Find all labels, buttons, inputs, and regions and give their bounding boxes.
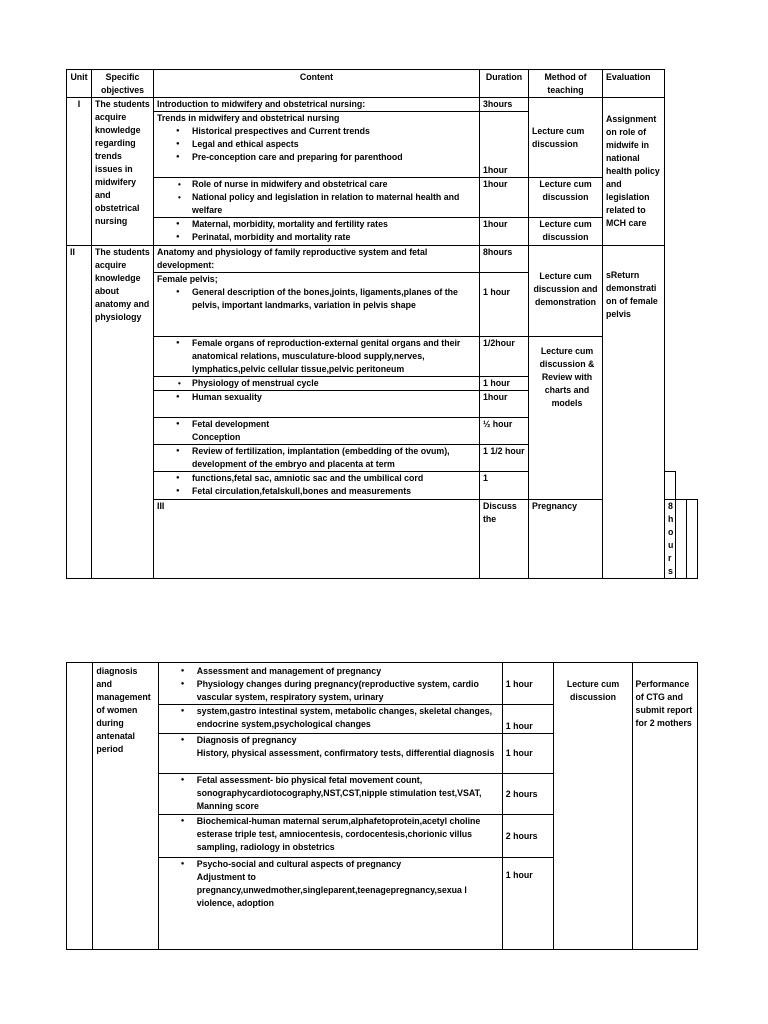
method-text: Lecture cum discussion & Review with charts and models bbox=[539, 346, 595, 408]
unit-objective: diagnosis and management of women during antenatal period bbox=[93, 663, 158, 950]
content-subline: Adjustment to pregnancy,unwedmother,singleparent,teenagepregnancy,sexua l violence, adoption bbox=[196, 872, 467, 908]
list-item: ● Biochemical-human maternal serum,alphafetoprotein,acetyl choline esterase triple test, amniocentesis, cordocentesis,chorionic villus sampling, radiology in obstetrics bbox=[162, 815, 499, 854]
content-cell bbox=[158, 705, 502, 734]
duration-cell: 1hour bbox=[480, 112, 529, 178]
method-cell: Lecture cum discussion bbox=[529, 98, 603, 178]
content-list bbox=[157, 337, 476, 376]
content-list bbox=[162, 815, 499, 854]
header-unit: Unit bbox=[67, 70, 92, 98]
list-item: ● Historical prespectives and Current trends bbox=[157, 125, 476, 138]
list-item: ● Psycho-social and cultural aspects of pregnancy bbox=[162, 858, 499, 871]
duration-cell bbox=[502, 858, 554, 950]
content-list bbox=[162, 858, 499, 871]
method-cell: Lecture cum discussion bbox=[529, 178, 603, 218]
duration-cell: 1 1/2 hour bbox=[480, 445, 529, 472]
list-item: • Physiology of menstrual cycle bbox=[157, 377, 476, 390]
method-cell-empty bbox=[676, 500, 687, 579]
list-item: ● Human sexuality bbox=[157, 391, 476, 404]
list-item: ● Female organs of reproduction-external genital organs and their anatomical relations, musculature-blood supply,nerves, lymphatics,pelvic cellular tissue,pelvic peritoneum bbox=[157, 337, 476, 376]
content-list bbox=[157, 125, 476, 164]
content-cell bbox=[158, 815, 502, 858]
unit-number: I bbox=[67, 98, 92, 246]
list-item: • National policy and legislation in relation to maternal health and welfare bbox=[157, 191, 476, 217]
content-cell: Introduction to midwifery and obstetrical nursing: bbox=[154, 98, 480, 112]
content-heading: Female pelvis; bbox=[157, 274, 218, 284]
header-method: Method of teaching bbox=[529, 70, 603, 98]
header-objectives: Specific objectives bbox=[92, 70, 154, 98]
duration-cell: 2 hours bbox=[502, 815, 554, 858]
duration-text: 1 hour bbox=[483, 287, 510, 297]
table-row bbox=[67, 663, 698, 705]
unit-number-empty bbox=[67, 663, 93, 950]
list-item: ● Fetal development bbox=[157, 418, 476, 431]
method-cell bbox=[554, 663, 632, 950]
method-cell bbox=[529, 337, 603, 500]
method-text: Lecture cum discussion bbox=[566, 679, 620, 702]
content-subline: Conception bbox=[192, 432, 241, 442]
unit-number: III bbox=[154, 500, 480, 579]
unit-objective: Discuss the bbox=[480, 500, 529, 579]
curriculum-table-page-2 bbox=[66, 662, 698, 950]
content-list bbox=[157, 445, 476, 471]
duration-text: 1 hour bbox=[505, 679, 533, 689]
duration-cell: 1 bbox=[480, 472, 529, 500]
duration-cell bbox=[480, 273, 529, 337]
list-item: ● Legal and ethical aspects bbox=[157, 138, 476, 151]
content-list bbox=[162, 705, 499, 731]
content-cell bbox=[154, 273, 480, 337]
content-list bbox=[162, 665, 499, 704]
list-item: ● Maternal, morbidity, mortality and fertility rates bbox=[157, 218, 476, 231]
list-item: ● Physiology changes during pregnancy(reproductive system, cardio vascular system, respiratory system, urinary bbox=[162, 678, 499, 704]
content-cell: Anatomy and physiology of family reproductive system and fetal development: bbox=[154, 246, 480, 273]
duration-cell: ½ hour bbox=[480, 418, 529, 445]
duration-cell: 1/2hour bbox=[480, 337, 529, 377]
evaluation-cell-empty bbox=[687, 500, 698, 579]
content-list bbox=[157, 218, 476, 244]
curriculum-table-page-1 bbox=[66, 69, 698, 579]
list-item: ● Fetal circulation,fetalskull,bones and measurements bbox=[157, 485, 476, 498]
content-subline: History, physical assessment, confirmatory tests, differential diagnosis bbox=[196, 748, 495, 758]
evaluation-cell bbox=[632, 663, 697, 950]
content-cell bbox=[158, 774, 502, 815]
evaluation-text: Performance of CTG and submit report for 2 mothers bbox=[635, 679, 693, 728]
content-cell bbox=[158, 734, 502, 774]
content-cell bbox=[158, 663, 502, 705]
method-cell-empty bbox=[665, 472, 676, 500]
duration-cell: 1hour bbox=[480, 178, 529, 218]
content-list bbox=[157, 286, 476, 312]
duration-cell: 8 hours bbox=[665, 500, 676, 579]
duration-cell: 1 hour bbox=[480, 377, 529, 391]
list-item: ● Review of fertilization, implantation (embedding of the ovum), development of the embryo and placenta at term bbox=[157, 445, 476, 471]
content-cell bbox=[154, 112, 480, 178]
content-list bbox=[157, 377, 476, 390]
method-text: Lecture cum discussion and demonstration bbox=[533, 271, 598, 307]
content-list bbox=[162, 774, 499, 813]
duration-cell: 1hour bbox=[480, 218, 529, 246]
unit-objective: The students acquire knowledge about anatomy and physiology bbox=[92, 246, 154, 579]
unit-number: II bbox=[67, 246, 92, 579]
table-row bbox=[67, 246, 698, 273]
unit-objective: The students acquire knowledge regarding trends issues in midwifery and obstetrical nursing bbox=[92, 98, 154, 246]
duration-text: 1 hour bbox=[505, 870, 533, 880]
evaluation-text: sReturn demonstrati on of female pelvis bbox=[606, 270, 658, 319]
list-item: ● General description of the bones,joints, ligaments,planes of the pelvis, important landmarks, variation in pelvis shape bbox=[157, 286, 476, 312]
header-row bbox=[67, 70, 698, 98]
content-cell bbox=[154, 337, 480, 377]
list-item: ● Pre-conception care and preparing for parenthood bbox=[157, 151, 476, 164]
list-item: • Role of nurse in midwifery and obstetrical care bbox=[157, 178, 476, 191]
content-cell: Pregnancy bbox=[529, 500, 603, 579]
table-row bbox=[67, 98, 698, 112]
content-list bbox=[157, 418, 476, 431]
list-item: ● Fetal assessment- bio physical fetal movement count, sonographycardiotocography,NST,CST,nipple stimulation test,VSAT, Manning score bbox=[162, 774, 499, 813]
content-heading: Trends in midwifery and obstetrical nursing bbox=[157, 113, 340, 123]
method-cell bbox=[529, 246, 603, 337]
header-duration: Duration bbox=[480, 70, 529, 98]
content-list bbox=[162, 734, 499, 747]
duration-cell: 2 hours bbox=[502, 774, 554, 815]
content-cell bbox=[154, 218, 480, 246]
duration-cell: 3hours bbox=[480, 98, 529, 112]
duration-cell: 1hour bbox=[480, 391, 529, 418]
content-list bbox=[157, 391, 476, 404]
content-list bbox=[157, 472, 476, 498]
header-evaluation: Evaluation bbox=[603, 70, 665, 98]
content-cell bbox=[154, 418, 480, 445]
list-item: ● Assessment and management of pregnancy bbox=[162, 665, 499, 678]
content-list bbox=[157, 178, 476, 217]
evaluation-cell bbox=[603, 246, 665, 579]
content-cell bbox=[154, 178, 480, 218]
duration-cell: 1 hour bbox=[502, 734, 554, 774]
duration-cell bbox=[502, 663, 554, 705]
list-item: ● functions,fetal sac, amniotic sac and the umbilical cord bbox=[157, 472, 476, 485]
list-item: ● Perinatal, morbidity and mortality rate bbox=[157, 231, 476, 244]
content-cell bbox=[158, 858, 502, 950]
content-cell bbox=[154, 472, 480, 500]
evaluation-cell: Assignment on role of midwife in national health policy and legislation related to MCH care bbox=[603, 98, 665, 246]
content-cell bbox=[154, 377, 480, 391]
list-item: ● system,gastro intestinal system, metabolic changes, skeletal changes, endocrine system,psychological changes bbox=[162, 705, 499, 731]
method-cell: Lecture cum discussion bbox=[529, 218, 603, 246]
content-cell bbox=[154, 445, 480, 472]
content-cell bbox=[154, 391, 480, 418]
duration-cell: 8hours bbox=[480, 246, 529, 273]
header-content: Content bbox=[154, 70, 480, 98]
duration-cell: 1 hour bbox=[502, 705, 554, 734]
list-item: ● Diagnosis of pregnancy bbox=[162, 734, 499, 747]
